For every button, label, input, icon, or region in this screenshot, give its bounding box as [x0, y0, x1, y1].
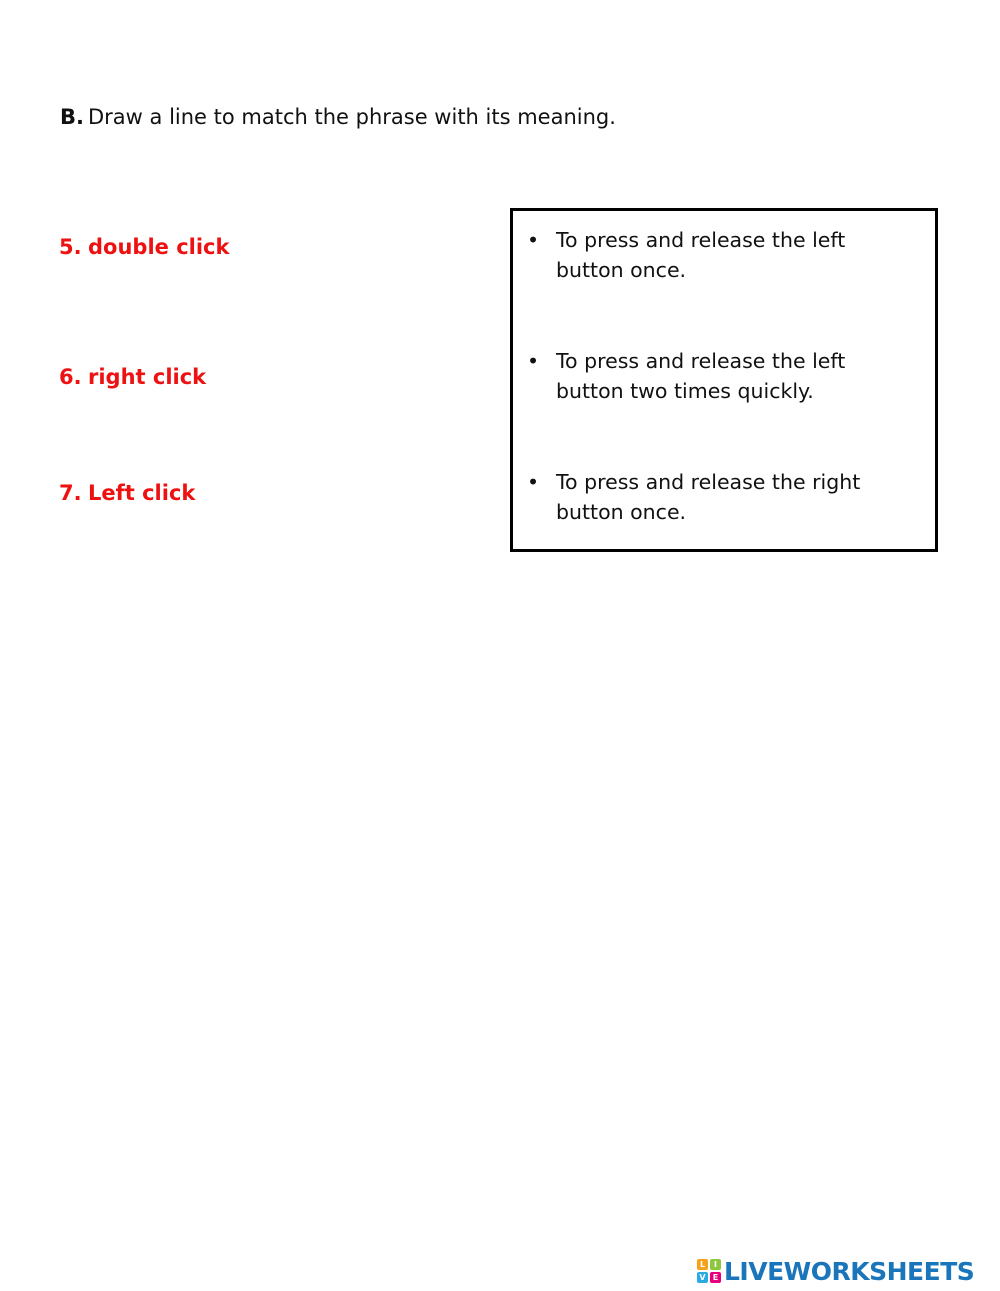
phrase-label: right click	[88, 365, 207, 389]
meaning-line: To press and release the right	[556, 470, 861, 494]
logo-block: V	[697, 1272, 708, 1283]
logo-text: LIVEWORKSHEETS	[724, 1256, 975, 1286]
logo-block: E	[710, 1272, 721, 1283]
meaning-line: button two times quickly.	[556, 379, 814, 403]
meaning-text	[556, 225, 906, 285]
phrase-item-left-click[interactable]	[59, 479, 195, 507]
phrase-number: 6.	[59, 365, 82, 389]
bullet-icon: •	[526, 349, 540, 373]
meaning-line: button once.	[556, 258, 687, 282]
liveworksheets-logo	[697, 1256, 974, 1286]
phrase-number: 7.	[59, 481, 82, 505]
instruction-text: Draw a line to match the phrase with its meaning.	[88, 105, 616, 129]
phrase-label: Left click	[88, 481, 196, 505]
phrase-number: 5.	[59, 235, 82, 259]
section-letter: B.	[60, 105, 84, 129]
meaning-line: To press and release the left	[556, 228, 846, 252]
meanings-box	[510, 208, 938, 552]
meaning-text	[556, 346, 906, 406]
bullet-icon: •	[526, 228, 540, 252]
meaning-line: button once.	[556, 500, 687, 524]
logo-block: L	[697, 1259, 708, 1270]
phrase-label: double click	[88, 235, 230, 259]
bullet-icon: •	[526, 470, 540, 494]
meaning-text	[556, 467, 906, 527]
meaning-line: To press and release the left	[556, 349, 846, 373]
instruction	[60, 103, 616, 131]
live-blocks-icon	[697, 1259, 721, 1283]
phrase-item-right-click[interactable]	[59, 363, 206, 391]
phrase-item-double-click[interactable]	[59, 233, 229, 261]
logo-block: I	[710, 1259, 721, 1270]
